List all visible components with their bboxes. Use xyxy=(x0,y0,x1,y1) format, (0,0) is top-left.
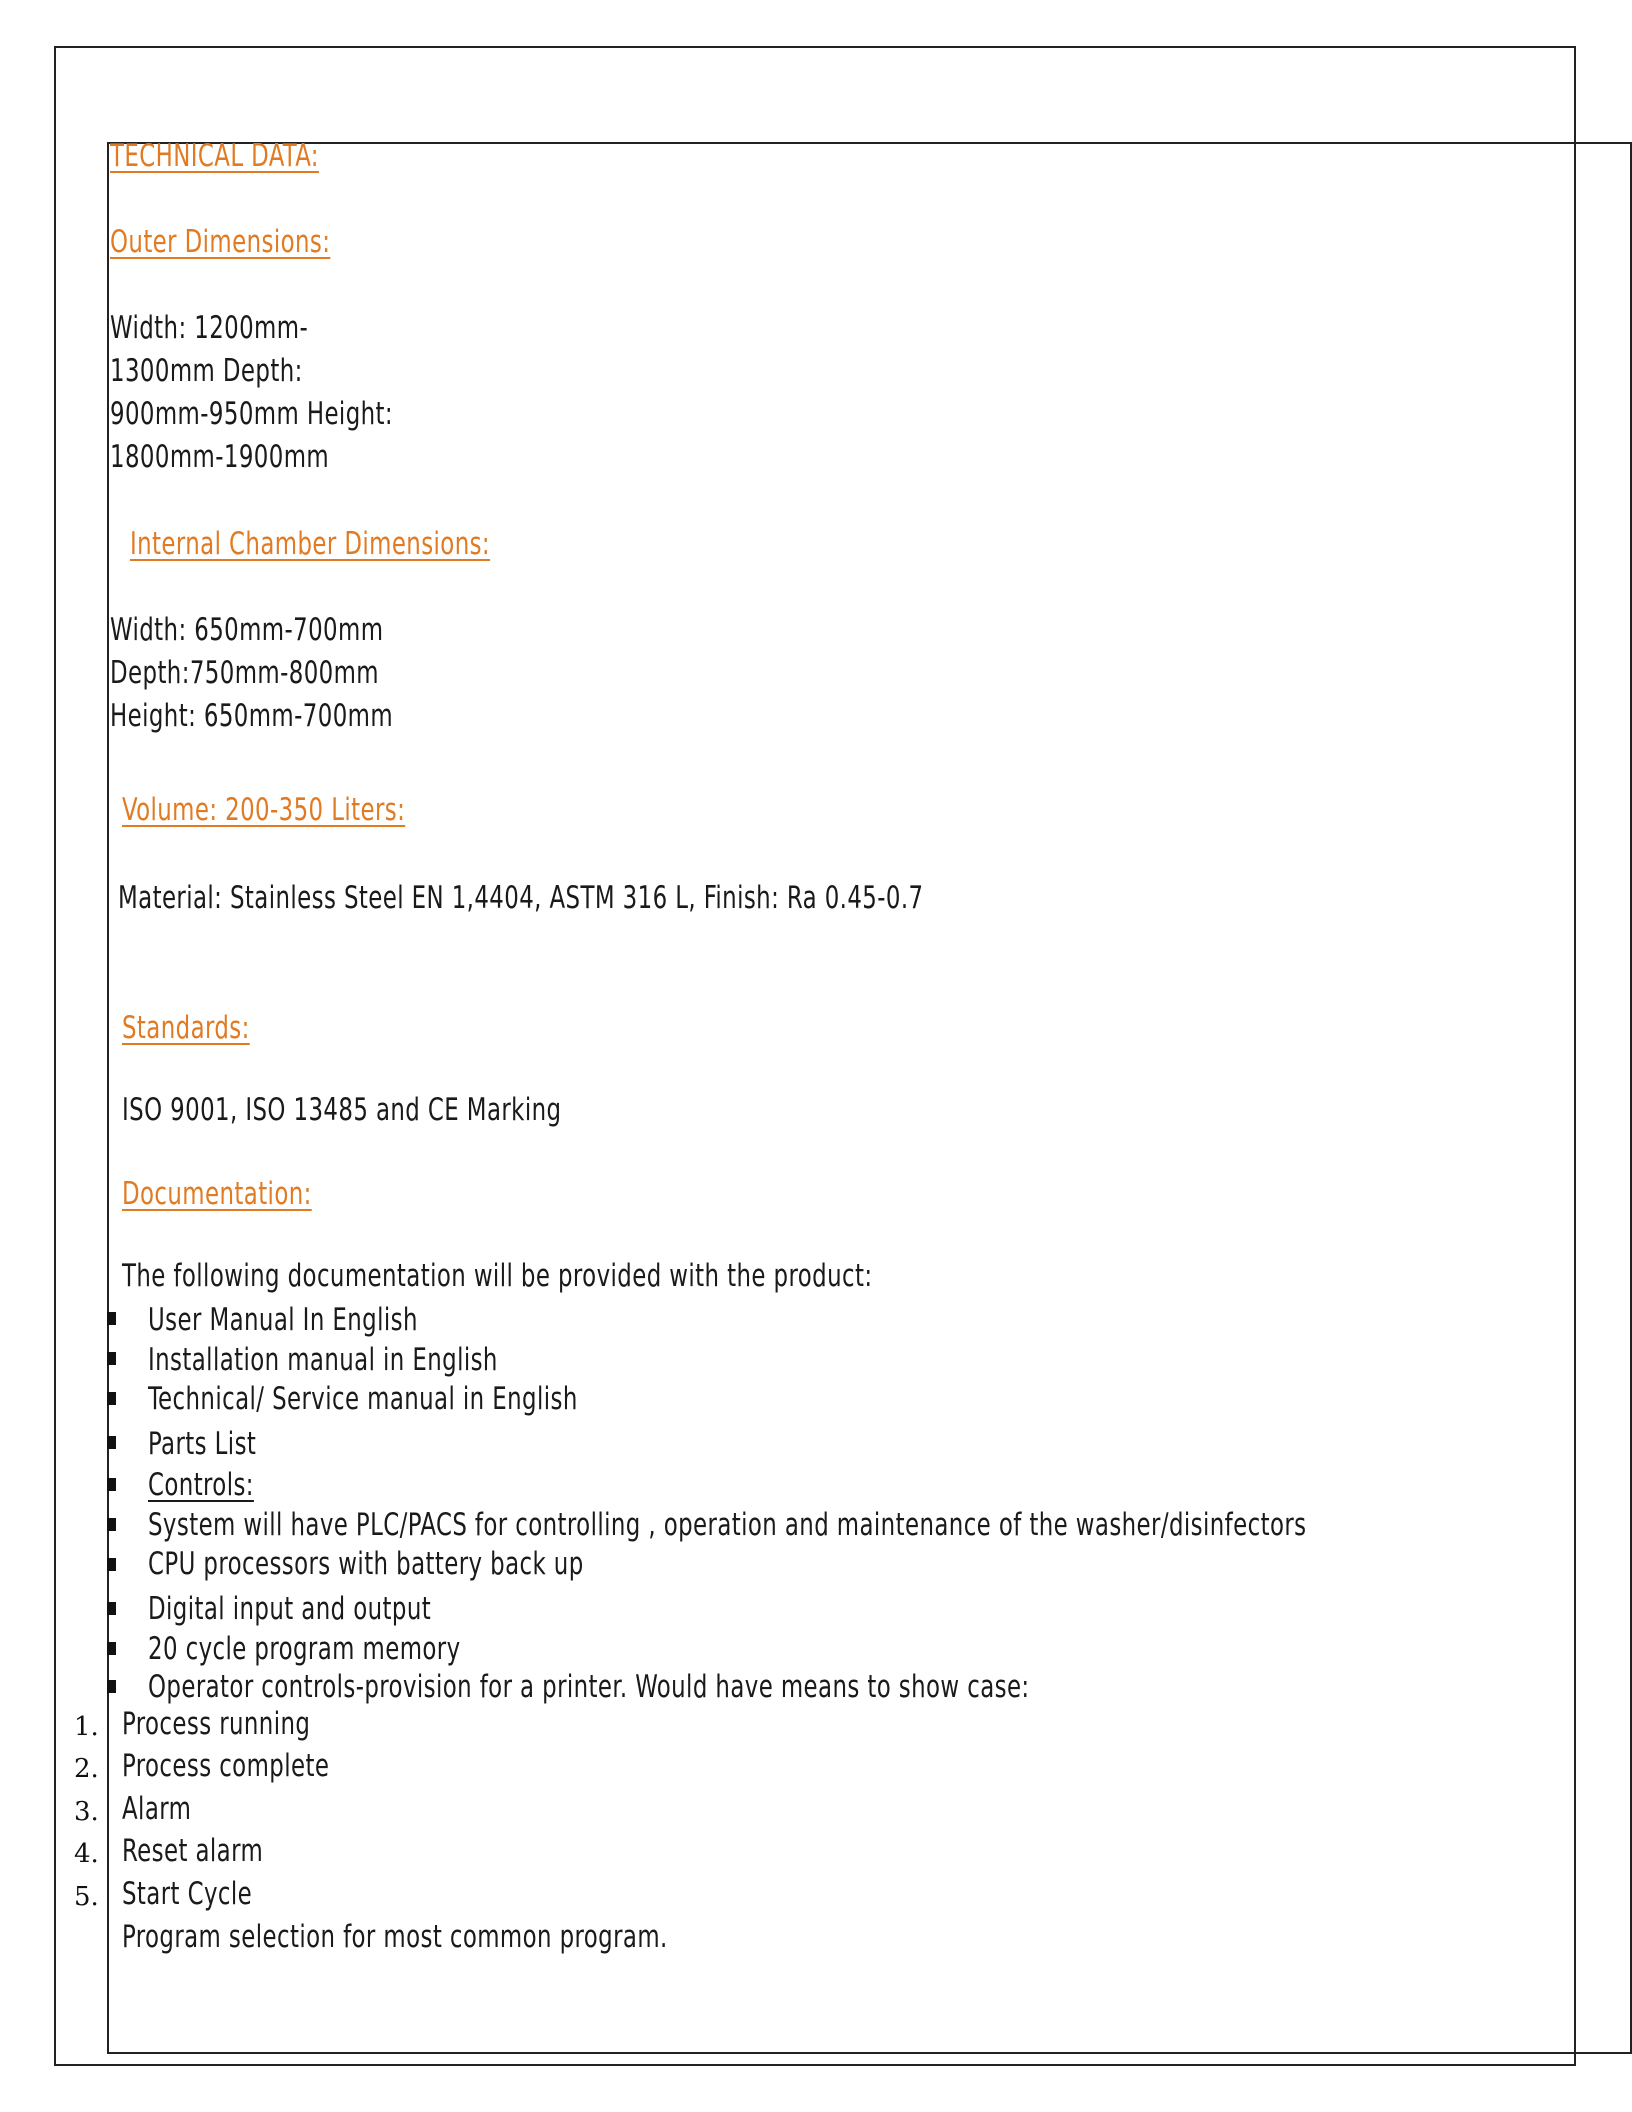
list-number: 4. xyxy=(74,1839,99,1869)
outer-dimension-line: Width: 1200mm- xyxy=(110,310,309,346)
controls-heading: Controls: xyxy=(148,1467,254,1503)
internal-chamber-heading: Internal Chamber Dimensions: xyxy=(130,526,491,562)
bullet-item: Installation manual in English xyxy=(148,1342,498,1378)
bullet-item: User Manual In English xyxy=(148,1302,418,1338)
numbered-item: Alarm xyxy=(122,1791,192,1827)
numbered-item: Process running xyxy=(122,1706,311,1742)
internal-dimension-line: Height: 650mm-700mm xyxy=(110,698,394,734)
numbered-item: Process complete xyxy=(122,1748,330,1784)
bullet-marker xyxy=(107,1352,116,1365)
documentation-heading: Documentation: xyxy=(122,1176,312,1212)
bullet-marker xyxy=(107,1642,116,1655)
bullet-marker xyxy=(107,1312,116,1325)
list-number: 2. xyxy=(74,1754,99,1784)
list-number: 1. xyxy=(74,1712,99,1742)
bullet-marker xyxy=(107,1518,116,1531)
list-number: 3. xyxy=(74,1797,99,1827)
outer-dimension-line: 900mm-950mm Height: xyxy=(110,396,394,432)
bullet-item: CPU processors with battery back up xyxy=(148,1546,584,1582)
internal-dimension-line: Depth:750mm-800mm xyxy=(110,655,380,691)
bullet-marker xyxy=(107,1680,116,1693)
documentation-intro: The following documentation will be provided with the product: xyxy=(122,1258,873,1294)
bullet-item: Technical/ Service manual in English xyxy=(148,1381,578,1417)
list-number: 5. xyxy=(74,1882,99,1912)
volume-heading: Volume: 200-350 Liters: xyxy=(122,792,406,828)
bullet-marker xyxy=(107,1602,116,1615)
outer-dimensions-heading: Outer Dimensions: xyxy=(110,224,331,260)
closing-text: Program selection for most common program. xyxy=(122,1919,668,1955)
bullet-item: 20 cycle program memory xyxy=(148,1631,461,1667)
outer-dimension-line: 1300mm Depth: xyxy=(110,353,303,389)
bullet-marker xyxy=(107,1436,116,1449)
internal-dimension-line: Width: 650mm-700mm xyxy=(110,612,384,648)
bullet-item: Operator controls-provision for a printer. Would have means to show case: xyxy=(148,1669,1030,1705)
standards-text: ISO 9001, ISO 13485 and CE Marking xyxy=(122,1092,562,1128)
outer-dimension-line: 1800mm-1900mm xyxy=(110,439,330,475)
bullet-item: Parts List xyxy=(148,1426,257,1462)
bullet-item: Digital input and output xyxy=(148,1591,432,1627)
bullet-item: System will have PLC/PACS for controlling , operation and maintenance of the washer/disinfectors xyxy=(148,1507,1307,1543)
bullet-marker xyxy=(107,1558,116,1571)
standards-heading: Standards: xyxy=(122,1010,250,1046)
numbered-item: Start Cycle xyxy=(122,1876,253,1912)
numbered-item: Reset alarm xyxy=(122,1833,264,1869)
bullet-marker xyxy=(107,1392,116,1405)
bullet-marker xyxy=(107,1478,116,1491)
technical-data-heading: TECHNICAL DATA: xyxy=(110,138,319,174)
material-text: Material: Stainless Steel EN 1,4404, ASTM 316 L, Finish: Ra 0.45-0.7 xyxy=(118,880,924,916)
